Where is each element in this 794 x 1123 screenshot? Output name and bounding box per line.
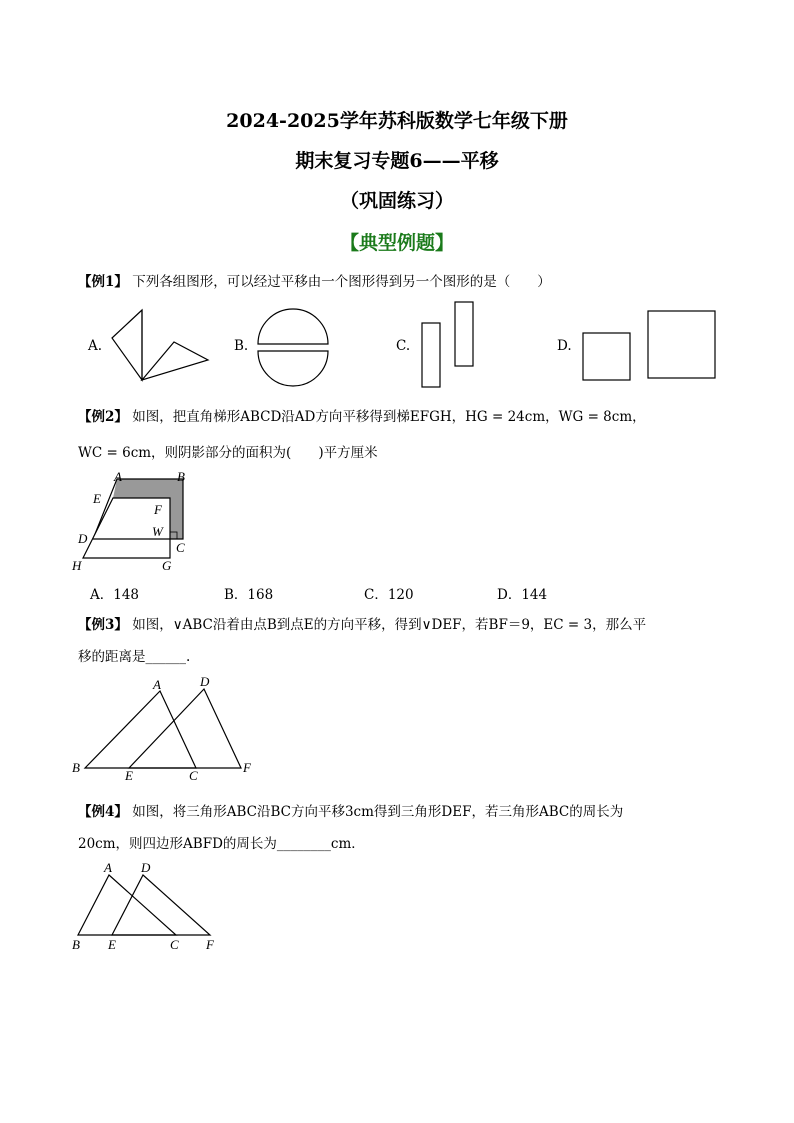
ex1-figure-a bbox=[108, 308, 218, 386]
ex2-option-d: D．144 bbox=[497, 587, 548, 603]
ex4-label-f: F bbox=[206, 937, 214, 952]
ex4-tag: 【例4】 bbox=[78, 804, 128, 820]
ex4-label-d: D bbox=[141, 860, 151, 875]
ex3-triangle-def bbox=[129, 689, 241, 768]
ex2-label-a: A bbox=[114, 469, 122, 484]
ex1-figure-b bbox=[256, 305, 330, 389]
ex4-label-c: C bbox=[170, 937, 179, 952]
ex2-label-e: E bbox=[93, 491, 101, 506]
ex2-option-a: A．148 bbox=[90, 587, 140, 603]
ex4-text-line1: 如图，将三角形ABC沿BC方向平移3cm得到三角形DEF，若三角形ABC的周长为 bbox=[132, 804, 624, 820]
ex4-question-line2: 20cm，则四边形ABFD的周长为________cm． bbox=[78, 836, 365, 852]
ex1-option-c-label: C. bbox=[396, 338, 411, 354]
ex3-label-d: D bbox=[200, 674, 210, 689]
ex2-label-c: C bbox=[176, 540, 185, 555]
ex4-question-line1 bbox=[78, 800, 623, 820]
ex1-tag: 【例1】 bbox=[78, 274, 128, 290]
ex3-question-line1 bbox=[78, 613, 646, 633]
ex4-triangles-figure bbox=[66, 858, 226, 954]
ex4-triangle-def bbox=[112, 875, 210, 935]
section-title: 【典型例题】 bbox=[339, 232, 454, 254]
ex3-label-b: B bbox=[72, 760, 80, 775]
ex3-label-a: A bbox=[153, 677, 161, 692]
ex3-label-e: E bbox=[125, 768, 133, 783]
ex2-label-h: H bbox=[72, 558, 82, 573]
doc-title-line3: （巩固练习） bbox=[339, 190, 454, 212]
ex3-label-c: C bbox=[189, 768, 198, 783]
ex2-question-line1 bbox=[78, 405, 646, 425]
ex3-label-f: F bbox=[243, 760, 251, 775]
doc-title-line1: 2024-2025学年苏科版数学七年级下册 bbox=[226, 110, 568, 132]
ex4-label-e: E bbox=[108, 937, 116, 952]
ex4-label-a: A bbox=[104, 860, 112, 875]
ex2-trapezoid-figure bbox=[70, 468, 200, 576]
doc-title-line2: 期末复习专题6——平移 bbox=[295, 150, 499, 172]
ex1-question bbox=[78, 270, 551, 290]
ex2-label-w: W bbox=[152, 524, 163, 539]
ex3-question-line2: 移的距离是______. bbox=[78, 649, 191, 665]
ex2-label-b: B bbox=[177, 469, 185, 484]
ex3-tag: 【例3】 bbox=[78, 617, 128, 633]
ex2-label-g: G bbox=[162, 558, 172, 573]
ex2-option-c: C．120 bbox=[364, 587, 414, 603]
ex1-option-a-label: A. bbox=[88, 338, 103, 354]
ex2-text-line1: 如图，把直角梯形ABCD沿AD方向平移得到梯EFGH，HG = 24cm，WG = 8cm， bbox=[132, 409, 646, 425]
ex1-figure-d bbox=[580, 308, 720, 383]
ex1-option-b-label: B. bbox=[234, 338, 249, 354]
ex2-question-line2: WC = 6cm，则阴影部分的面积为( )平方厘米 bbox=[78, 445, 378, 461]
ex4-label-b: B bbox=[72, 937, 80, 952]
ex1-figure-c bbox=[418, 300, 478, 392]
ex1-option-d-label: D. bbox=[557, 338, 572, 354]
ex2-label-f: F bbox=[154, 502, 162, 517]
ex3-triangles-figure bbox=[68, 672, 268, 784]
ex2-option-b: B．168 bbox=[224, 587, 274, 603]
ex3-text-line1: 如图，∨ABC沿着由点B到点E的方向平移，得到∨DEF，若BF＝9，EC = 3，那么平 bbox=[132, 617, 647, 633]
ex2-tag: 【例2】 bbox=[78, 409, 128, 425]
ex1-text: 下列各组图形，可以经过平移由一个图形得到另一个图形的是（ ） bbox=[132, 274, 551, 290]
ex2-label-d: D bbox=[78, 531, 88, 546]
